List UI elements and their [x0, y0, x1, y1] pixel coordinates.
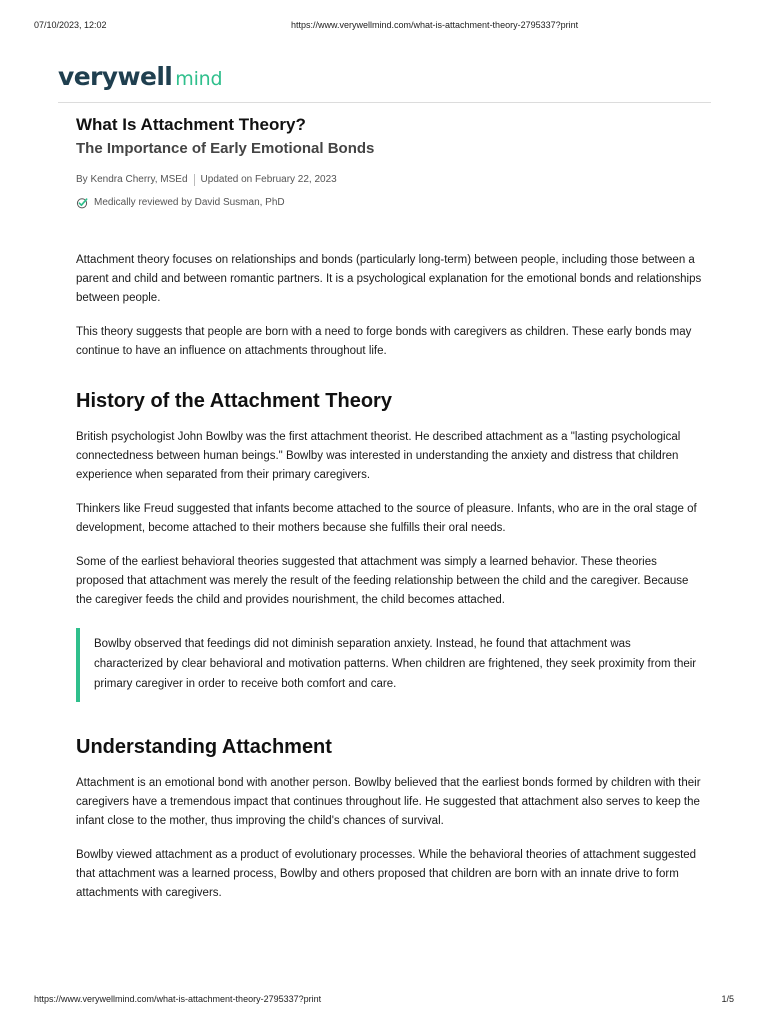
understanding-paragraph-2: Bowlby viewed attachment as a product of evolutionary processes. While the behavioral theories of attachment suggested that attachment was a learned process, Bowlby and others proposed that children are born with an innate drive to form attachments with caregivers. — [76, 849, 697, 899]
logo-word-mind: mind — [175, 68, 223, 90]
reviewer-text[interactable]: Medically reviewed by David Susman, PhD — [94, 197, 285, 208]
history-paragraph-1: British psychologist John Bowlby was the first attachment theorist. He described attachment as a "lasting psychological connectedness between human beings." Bowlby was interested in understanding the anxiety and distress that children experience when separated from their primary caregivers. — [76, 431, 681, 481]
byline — [76, 173, 702, 187]
understanding-paragraph-1: Attachment is an emotional bond with another person. Bowlby believed that the earliest bonds formed by children with their caregivers have a tremendous impact that continues throughout life. He suggested that attachment also serves to keep the infant close to the mother, thus improving the child's chances of survival. — [76, 777, 701, 827]
print-url: https://www.verywellmind.com/what-is-attachment-theory-2795337?print — [291, 20, 579, 30]
print-header — [34, 20, 734, 34]
logo-word-verywell: verywell — [58, 62, 173, 91]
footer-url: https://www.verywellmind.com/what-is-attachment-theory-2795337?print — [34, 994, 322, 1004]
site-logo[interactable] — [58, 62, 222, 98]
print-footer — [34, 994, 734, 1008]
byline-author[interactable]: By Kendra Cherry, MSEd — [76, 174, 188, 185]
article-subtitle: The Importance of Early Emotional Bonds — [76, 140, 375, 157]
byline-separator — [194, 174, 195, 186]
article-title: What Is Attachment Theory? — [76, 115, 306, 134]
section-heading-understanding: Understanding Attachment — [76, 736, 332, 758]
byline-updated: Updated on February 22, 2023 — [200, 174, 337, 185]
intro-paragraph-2: This theory suggests that people are born with a need to forge bonds with caregivers as children. These early bonds may continue to have an influence on attachments throughout life. — [76, 326, 692, 357]
section-heading-history: History of the Attachment Theory — [76, 390, 392, 412]
intro-paragraph-1: Attachment theory focuses on relationships and bonds (particularly long-term) between people, including those between a parent and child and between romantic partners. It is a psychological explanation for the emotional bonds and relationships between people. — [76, 254, 702, 304]
callout-text: Bowlby observed that feedings did not diminish separation anxiety. Instead, he found that attachment was characterized by clear behavioral and motivation patterns. When children are frightened, they seek proximity from their primary caregiver in order to receive both comfort and care. — [94, 638, 697, 690]
header-divider — [58, 102, 711, 103]
medical-review — [76, 196, 702, 210]
print-datetime: 07/10/2023, 12:02 — [34, 20, 107, 30]
callout-block — [76, 628, 702, 702]
article — [76, 114, 702, 903]
check-circle-icon — [76, 197, 88, 209]
history-paragraph-3: Some of the earliest behavioral theories suggested that attachment was simply a learned behavior. These theories proposed that attachment was merely the result of the feeding relationship between the child and the caregiver. Because the caregiver feeds the child and provides nourishment, the child becomes attached. — [76, 556, 689, 606]
page-number: 1/5 — [721, 994, 734, 1004]
history-paragraph-2: Thinkers like Freud suggested that infants become attached to the source of pleasure. Infants, who are in the oral stage of development, become attached to their mothers because she fulfills their oral needs. — [76, 503, 697, 534]
